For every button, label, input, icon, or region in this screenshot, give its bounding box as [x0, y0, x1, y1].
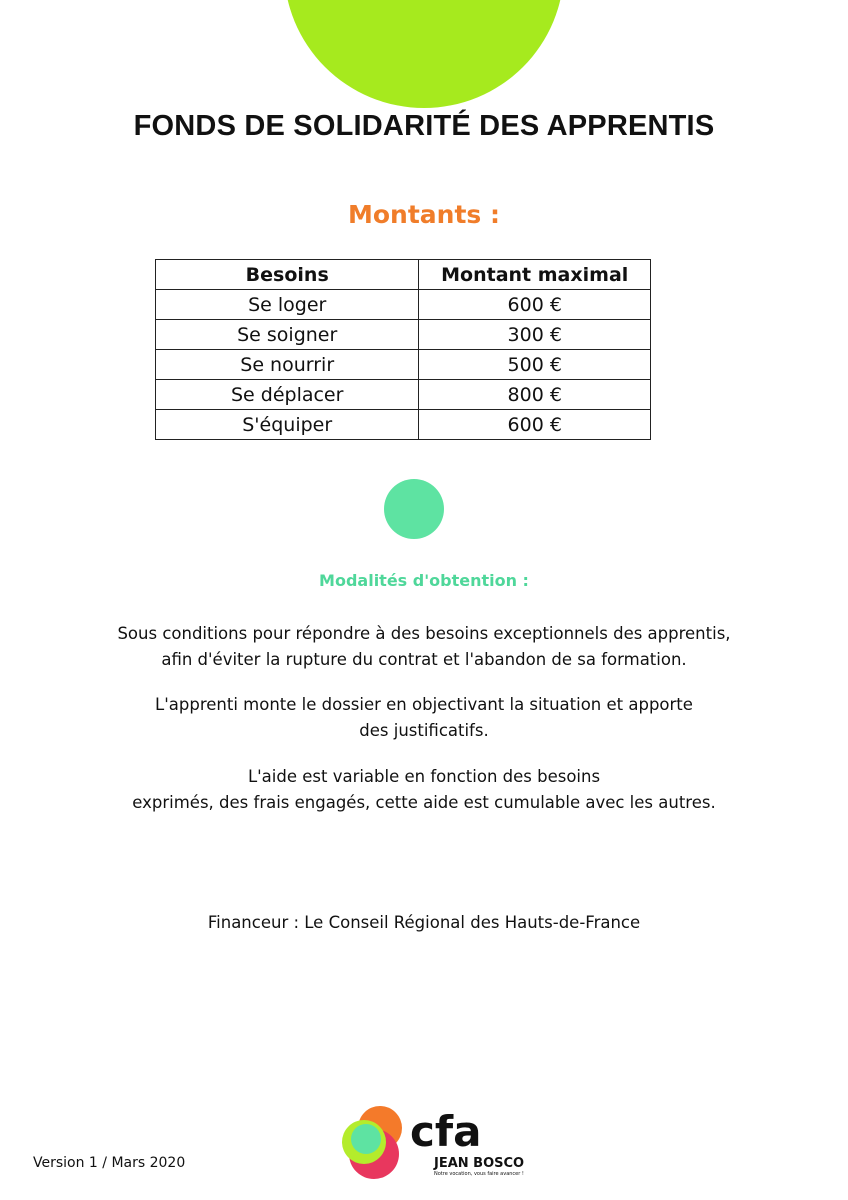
paragraph-line: L'aide est variable en fonction des besoins [247, 767, 601, 786]
paragraph-line: des justificatifs. [359, 721, 489, 740]
header-max-amount: Montant maximal [419, 260, 651, 290]
amounts-heading: Montants : [347, 200, 500, 229]
table-header-row [156, 260, 651, 290]
paragraph-line: exprimés, des frais engagés, cette aide est cumulable avec les autres. [132, 793, 716, 812]
amount-cell: 300 € [419, 320, 651, 350]
paragraph-line: afin d'éviter la rupture du contrat et l'abandon de sa formation. [161, 650, 687, 669]
application-paragraph [0, 692, 848, 744]
logo-name: JEAN BOSCO [434, 1156, 525, 1171]
amount-cell: 500 € [419, 350, 651, 380]
cfa-logo-icon [330, 1104, 530, 1184]
amounts-table [155, 259, 651, 440]
variable-aid-paragraph [0, 764, 848, 816]
table-row [156, 350, 651, 380]
logo-green-circle [351, 1124, 381, 1154]
logo-wordmark: cfa [410, 1107, 482, 1156]
table-row [156, 410, 651, 440]
logo-tagline: Notre vocation, vous faire avancer ! [434, 1171, 524, 1177]
paragraph-line: Sous conditions pour répondre à des besoins exceptionnels des apprentis, [117, 624, 731, 643]
header-needs: Besoins [156, 260, 419, 290]
need-cell: S'équiper [156, 410, 419, 440]
need-cell: Se déplacer [156, 380, 419, 410]
amount-cell: 800 € [419, 380, 651, 410]
decorative-top-circle [284, 0, 564, 108]
funder-text: Financeur : Le Conseil Régional des Hauts-de-France [207, 913, 641, 932]
modalities-heading: Modalités d'obtention : [319, 571, 529, 590]
table-row [156, 290, 651, 320]
decorative-mid-circle [384, 479, 444, 539]
paragraph-line: L'apprenti monte le dossier en objectivant la situation et apporte [155, 695, 693, 714]
need-cell: Se nourrir [156, 350, 419, 380]
page-title: FONDS DE SOLIDARITÉ DES APPRENTIS [133, 110, 715, 142]
need-cell: Se soigner [156, 320, 419, 350]
conditions-paragraph [0, 621, 848, 673]
table-row [156, 380, 651, 410]
amount-cell: 600 € [419, 290, 651, 320]
need-cell: Se loger [156, 290, 419, 320]
table-row [156, 320, 651, 350]
amount-cell: 600 € [419, 410, 651, 440]
version-label: Version 1 / Mars 2020 [33, 1155, 186, 1171]
